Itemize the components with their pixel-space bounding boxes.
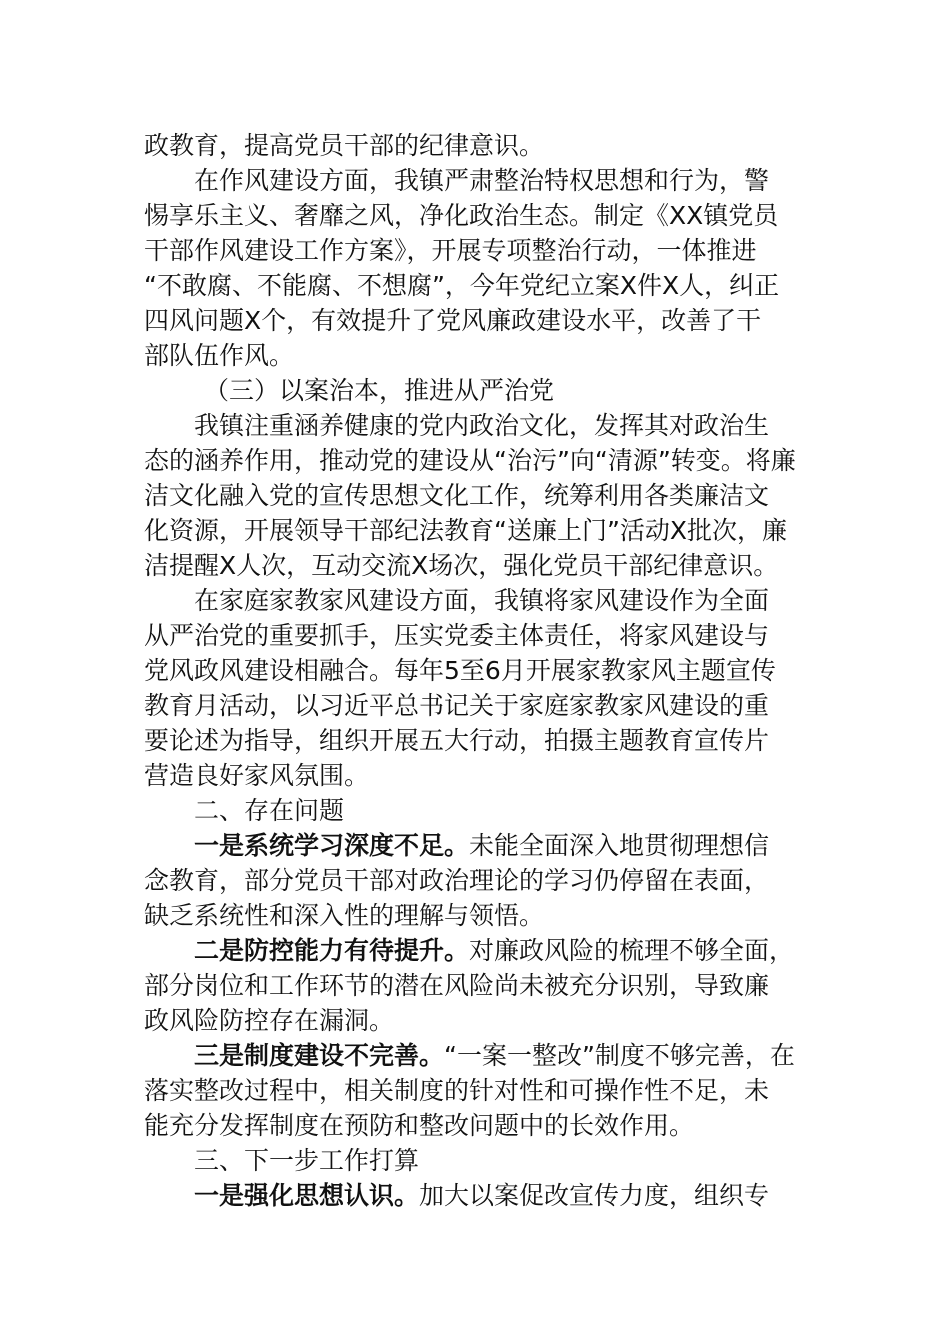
text-line: 党风政风建设相融合。每年5至6月开展家教家风主题宣传 <box>144 656 776 685</box>
text-line: 洁文化融入党的宣传思想文化工作，统筹利用各类廉洁文 <box>144 481 770 510</box>
text-line: 洁提醒X人次，互动交流X场次，强化党员干部纪律意识。 <box>144 551 779 580</box>
text-line: 化资源，开展领导干部纪法教育“送廉上门”活动X批次，廉 <box>144 516 788 545</box>
text-line: 从严治党的重要抓手，压实党委主体责任，将家风建设与 <box>144 621 770 650</box>
text-run: 未能全面深入地贯彻理想信 <box>469 831 770 860</box>
text-line: 能充分发挥制度在预防和整改问题中的长效作用。 <box>144 1111 695 1140</box>
text-line: 政风险防控存在漏洞。 <box>144 1006 395 1035</box>
bold-lead: 二是防控能力有待提升。 <box>194 936 470 965</box>
section-heading: 二、存在问题 <box>194 796 345 825</box>
text-line: 干部作风建设工作方案》，开展专项整治行动，一体推进 <box>144 236 757 265</box>
paragraph-start <box>144 1038 824 1073</box>
bold-lead: 一是强化思想认识。 <box>194 1181 420 1210</box>
paragraph-start <box>144 828 824 863</box>
text-line: 要论述为指导，组织开展五大行动，拍摄主题教育宣传片 <box>144 726 770 755</box>
text-line: 部队伍作风。 <box>144 341 295 370</box>
paragraph-start: 在家庭家教家风建设方面，我镇将家风建设作为全面 <box>194 586 770 615</box>
text-line: 惕享乐主义、奢靡之风，净化政治生态。制定《XX镇党员 <box>144 201 779 230</box>
section-heading: 三、下一步工作打算 <box>194 1146 420 1175</box>
text-line: 四风问题X个，有效提升了党风廉政建设水平，改善了干 <box>144 306 762 335</box>
paragraph-start <box>144 933 824 968</box>
document-body <box>144 128 824 1213</box>
text-run: 对廉政风险的梳理不够全面， <box>469 936 795 965</box>
text-run: “一案一整改”制度不够完善，在 <box>444 1041 795 1070</box>
subsection-heading: （三）以案治本，推进从严治党 <box>204 376 555 405</box>
paragraph-start: 我镇注重涵养健康的党内政治文化，发挥其对政治生 <box>194 411 770 440</box>
text-line: 缺乏系统性和深入性的理解与领悟。 <box>144 901 545 930</box>
bold-lead: 三是制度建设不完善。 <box>194 1041 445 1070</box>
paragraph-start <box>144 1178 824 1213</box>
bold-lead: 一是系统学习深度不足。 <box>194 831 470 860</box>
text-run: 加大以案促改宣传力度，组织专 <box>419 1181 770 1210</box>
text-line: 教育月活动，以习近平总书记关于家庭家教家风建设的重 <box>144 691 770 720</box>
text-line: 政教育，提高党员干部的纪律意识。 <box>144 131 545 160</box>
text-line: 部分岗位和工作环节的潜在风险尚未被充分识别，导致廉 <box>144 971 770 1000</box>
text-line: 营造良好家风氛围。 <box>144 761 370 790</box>
paragraph-start: 在作风建设方面，我镇严肃整治特权思想和行为，警 <box>194 166 770 195</box>
text-line: 念教育，部分党员干部对政治理论的学习仍停留在表面， <box>144 866 770 895</box>
text-line: 态的涵养作用，推动党的建设从“治污”向“清源”转变。将廉 <box>144 446 796 475</box>
text-line: “不敢腐、不能腐、不想腐”，今年党纪立案X件X人，纠正 <box>144 271 780 300</box>
text-line: 落实整改过程中，相关制度的针对性和可操作性不足，未 <box>144 1076 770 1105</box>
